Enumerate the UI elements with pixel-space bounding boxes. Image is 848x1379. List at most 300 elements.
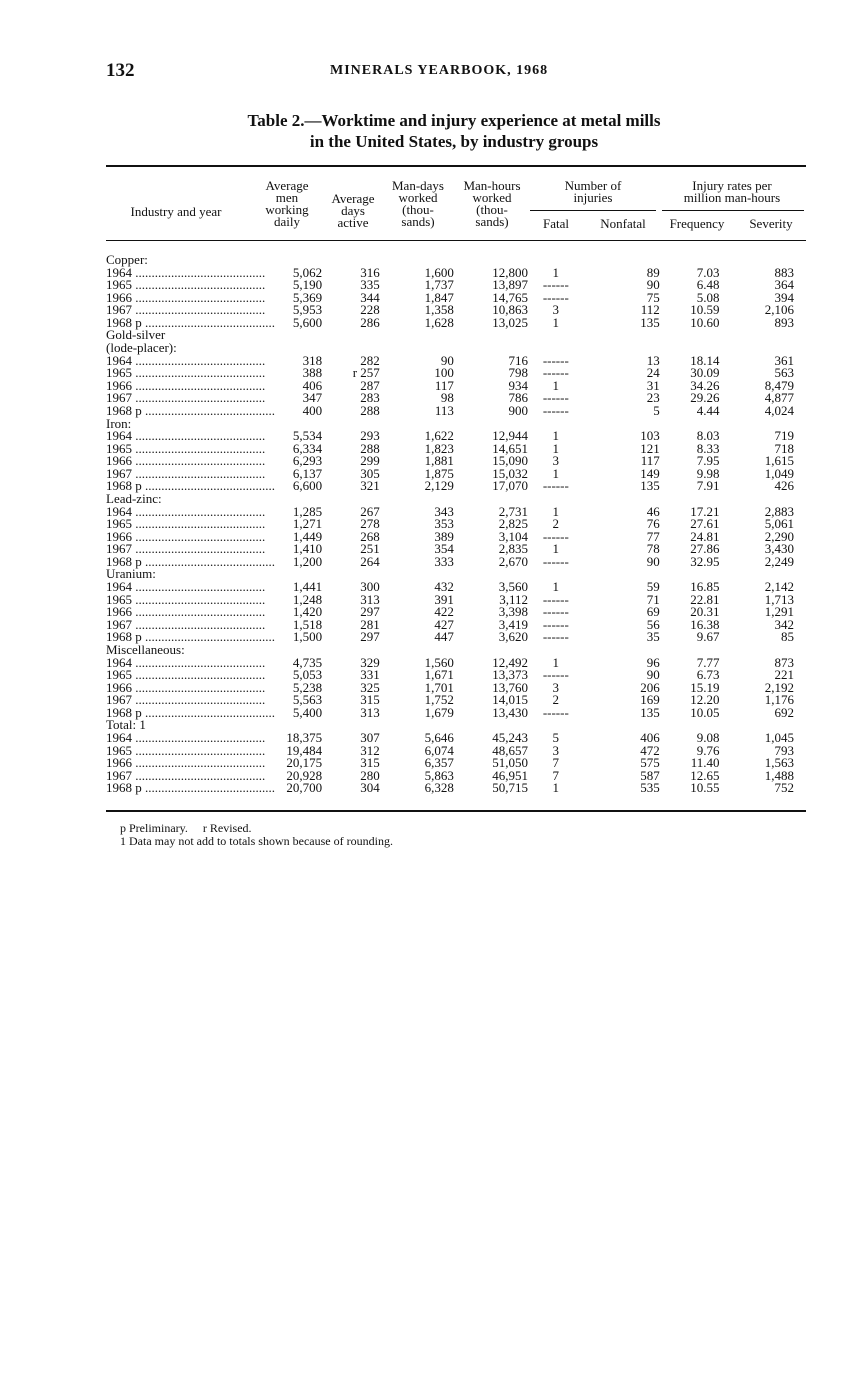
man-days-cell: 1,823 xyxy=(424,440,454,456)
row-label: 1967 ........................................ xyxy=(106,302,266,318)
header-man-days-line: worked xyxy=(398,190,438,205)
days-cell: 299 xyxy=(360,453,380,469)
row-label: 1966 ........................................ xyxy=(106,755,266,771)
days-cell: 313 xyxy=(360,591,380,607)
severity-cell: 793 xyxy=(774,742,794,758)
days-cell: 307 xyxy=(360,729,380,745)
men-cell: 1,500 xyxy=(292,629,323,645)
row-label: 1965 ........................................ xyxy=(106,742,266,758)
fatal-cell: ------ xyxy=(542,478,569,494)
men-cell: 1,271 xyxy=(292,516,323,532)
fatal-cell: 1 xyxy=(552,780,560,796)
days-cell: 344 xyxy=(360,289,380,305)
header-injuries-rule xyxy=(530,210,656,211)
men-cell: 5,190 xyxy=(292,277,323,293)
men-cell: 5,369 xyxy=(292,289,323,305)
fatal-cell: 1 xyxy=(552,541,560,557)
fatal-cell: ------ xyxy=(542,365,569,381)
frequency-cell: 30.09 xyxy=(690,365,720,381)
header-man-days-line: Man-days xyxy=(392,178,444,193)
man-hours-cell: 14,765 xyxy=(492,289,529,305)
frequency-cell: 8.03 xyxy=(696,428,720,444)
man-hours-cell: 46,951 xyxy=(492,767,529,783)
nonfatal-cell: 59 xyxy=(646,579,660,595)
men-cell: 6,293 xyxy=(292,453,323,469)
frequency-cell: 9.76 xyxy=(696,742,720,758)
nonfatal-cell: 121 xyxy=(640,440,660,456)
nonfatal-cell: 135 xyxy=(640,704,660,720)
days-cell: 280 xyxy=(360,767,380,783)
row-label: 1968 p ........................................ xyxy=(106,780,275,796)
man-days-cell: 5,863 xyxy=(424,767,454,783)
frequency-cell: 4.44 xyxy=(696,402,720,418)
man-days-cell: 90 xyxy=(440,352,454,368)
row-label: 1967 ........................................ xyxy=(106,692,266,708)
table-row xyxy=(106,329,806,342)
nonfatal-cell: 135 xyxy=(640,314,660,330)
men-cell: 1,285 xyxy=(292,503,323,519)
frequency-cell: 7.91 xyxy=(696,478,720,494)
men-cell: 1,248 xyxy=(292,591,323,607)
days-cell: 315 xyxy=(360,692,380,708)
nonfatal-cell: 13 xyxy=(646,352,660,368)
row-label: 1964 ........................................ xyxy=(106,579,266,595)
man-hours-cell: 17,070 xyxy=(492,478,529,494)
row-label: Total: 1 xyxy=(106,717,146,733)
fatal-cell: 1 xyxy=(552,440,560,456)
nonfatal-cell: 135 xyxy=(640,478,660,494)
row-label: Uranium: xyxy=(106,566,156,582)
men-cell: 1,410 xyxy=(292,541,323,557)
men-cell: 6,137 xyxy=(292,465,323,481)
fatal-cell: 1 xyxy=(552,654,560,670)
bottom-rule xyxy=(106,810,806,812)
severity-cell: 873 xyxy=(774,654,794,670)
men-cell: 5,062 xyxy=(292,264,323,280)
man-days-cell: 5,646 xyxy=(424,729,454,745)
man-hours-cell: 3,560 xyxy=(498,579,529,595)
row-label: 1967 ........................................ xyxy=(106,541,266,557)
frequency-cell: 7.03 xyxy=(696,264,720,280)
man-hours-cell: 900 xyxy=(508,402,529,418)
man-hours-cell: 12,492 xyxy=(492,654,529,670)
man-days-cell: 343 xyxy=(434,503,454,519)
row-label: 1966 ........................................ xyxy=(106,453,266,469)
header-men-line: daily xyxy=(274,214,300,229)
man-days-cell: 1,701 xyxy=(424,679,454,695)
man-hours-cell: 13,373 xyxy=(492,667,529,683)
header-frequency-label: Frequency xyxy=(669,216,725,231)
days-cell: 293 xyxy=(360,428,380,444)
man-days-cell: 353 xyxy=(434,516,454,532)
fatal-cell: ------ xyxy=(542,667,569,683)
nonfatal-cell: 96 xyxy=(646,654,660,670)
man-hours-cell: 45,243 xyxy=(492,729,529,745)
header-severity-label: Severity xyxy=(749,216,793,231)
severity-cell: 85 xyxy=(781,629,794,645)
days-cell: 331 xyxy=(360,667,380,683)
days-cell: 297 xyxy=(360,604,380,620)
men-cell: 5,238 xyxy=(292,679,323,695)
man-days-cell: 391 xyxy=(434,591,454,607)
man-hours-cell: 3,620 xyxy=(498,629,529,645)
man-days-cell: 427 xyxy=(434,616,454,632)
nonfatal-cell: 46 xyxy=(646,503,660,519)
severity-cell xyxy=(719,329,806,342)
man-days-cell: 6,328 xyxy=(424,780,454,796)
nonfatal-cell: 35 xyxy=(646,629,660,645)
fatal-cell: 3 xyxy=(552,302,560,318)
severity-cell: 1,615 xyxy=(764,453,794,469)
fatal-cell: ------ xyxy=(542,402,569,418)
header-men xyxy=(250,180,324,228)
header-man-hours-line: Man-hours xyxy=(463,178,521,193)
nonfatal-cell: 472 xyxy=(640,742,660,758)
days-cell: 283 xyxy=(360,390,380,406)
header-man-hours-line: (thou- xyxy=(476,202,508,217)
fatal-cell: 1 xyxy=(552,579,560,595)
page-number: 132 xyxy=(106,60,135,81)
nonfatal-cell: 89 xyxy=(646,264,660,280)
row-label: 1964 ........................................ xyxy=(106,729,266,745)
men-cell: 1,449 xyxy=(292,528,323,544)
fatal-cell: ------ xyxy=(542,390,569,406)
severity-cell: 426 xyxy=(774,478,794,494)
severity-cell: 342 xyxy=(774,616,794,632)
row-label: Iron: xyxy=(106,415,132,431)
nonfatal-cell: 5 xyxy=(653,402,660,418)
row-label: 1968 p ........................................ xyxy=(106,402,275,418)
table-row xyxy=(106,631,806,644)
severity-cell: 563 xyxy=(774,365,794,381)
severity-cell: 1,176 xyxy=(764,692,794,708)
fatal-cell: 3 xyxy=(552,742,560,758)
data-table xyxy=(106,254,806,795)
man-hours-cell: 13,760 xyxy=(492,679,529,695)
nonfatal-cell: 69 xyxy=(646,604,660,620)
man-hours-cell: 3,112 xyxy=(499,591,529,607)
days-cell: 335 xyxy=(360,277,380,293)
man-hours-cell: 48,657 xyxy=(492,742,529,758)
severity-cell: 394 xyxy=(774,289,794,305)
row-label: 1966 ........................................ xyxy=(106,289,266,305)
nonfatal-cell: 77 xyxy=(646,528,660,544)
days-cell: 288 xyxy=(360,402,380,418)
fatal-cell: 1 xyxy=(552,465,560,481)
footnote-line-1: p Preliminary. r Revised. xyxy=(120,821,252,835)
man-hours-cell: 15,032 xyxy=(492,465,529,481)
man-hours-cell: 786 xyxy=(508,390,529,406)
row-label: 1964 ........................................ xyxy=(106,428,266,444)
nonfatal-cell: 587 xyxy=(640,767,660,783)
table-row xyxy=(106,782,806,795)
men-cell: 20,175 xyxy=(286,755,323,771)
man-hours-cell: 15,090 xyxy=(492,453,529,469)
row-label: 1965 ........................................ xyxy=(106,516,266,532)
man-days-cell: 6,357 xyxy=(424,755,454,771)
severity-cell: 718 xyxy=(774,440,794,456)
frequency-cell: 6.73 xyxy=(696,667,720,683)
severity-cell: 5,061 xyxy=(764,516,794,532)
row-label: 1966 ........................................ xyxy=(106,679,266,695)
header-rates-rule xyxy=(662,210,804,211)
header-man-hours-line: worked xyxy=(472,190,512,205)
man-days-cell: 1,560 xyxy=(424,654,454,670)
severity-cell: 1,049 xyxy=(764,465,794,481)
man-days-cell: 1,628 xyxy=(424,314,454,330)
men-cell: 19,484 xyxy=(286,742,323,758)
man-hours-cell: 12,944 xyxy=(492,428,529,444)
days-cell: 325 xyxy=(360,679,380,695)
men-cell: 406 xyxy=(302,377,323,393)
frequency-cell: 27.61 xyxy=(690,516,720,532)
man-days-cell: 1,679 xyxy=(424,704,454,720)
severity-cell: 4,877 xyxy=(764,390,794,406)
row-label: Copper: xyxy=(106,252,148,267)
header-injuries-line: Number of xyxy=(564,178,622,193)
man-hours-cell: 3,104 xyxy=(498,528,529,544)
frequency-cell: 7.95 xyxy=(696,453,720,469)
table-row xyxy=(106,556,806,569)
nonfatal-cell: 149 xyxy=(640,465,660,481)
severity-cell: 2,883 xyxy=(764,503,794,519)
header-days xyxy=(322,193,384,229)
fatal-cell: ------ xyxy=(542,528,569,544)
men-cell: 5,053 xyxy=(292,667,323,683)
header-man-days xyxy=(382,180,454,228)
days-cell: 228 xyxy=(360,302,380,318)
men-cell: 347 xyxy=(302,390,323,406)
men-cell: 1,441 xyxy=(292,579,323,595)
days-cell: 329 xyxy=(360,654,380,670)
men-cell: 318 xyxy=(302,352,323,368)
days-cell: 286 xyxy=(360,314,380,330)
days-cell: 315 xyxy=(360,755,380,771)
man-days-cell: 100 xyxy=(434,365,454,381)
man-days-cell: 432 xyxy=(434,579,454,595)
frequency-cell: 22.81 xyxy=(690,591,720,607)
row-label: 1964 ........................................ xyxy=(106,264,266,280)
table-row xyxy=(106,405,806,418)
nonfatal-cell: 31 xyxy=(646,377,660,393)
man-hours-cell: 14,015 xyxy=(492,692,529,708)
header-days-line: days xyxy=(341,203,365,218)
men-cell: 5,953 xyxy=(292,302,323,318)
days-cell: 297 xyxy=(360,629,380,645)
man-days-cell: 389 xyxy=(434,528,454,544)
row-label: 1964 ........................................ xyxy=(106,503,266,519)
fatal-cell: 2 xyxy=(552,692,560,708)
frequency-cell: 16.38 xyxy=(690,616,720,632)
man-days-cell: 1,671 xyxy=(424,667,454,683)
frequency-cell: 8.33 xyxy=(696,440,720,456)
days-cell: 267 xyxy=(360,503,380,519)
men-cell: 5,600 xyxy=(292,314,323,330)
severity-cell: 883 xyxy=(774,264,794,280)
header-fatal xyxy=(528,218,584,230)
man-hours-cell: 2,670 xyxy=(498,553,529,569)
header-rates-line: million man-hours xyxy=(683,190,781,205)
header-rates-line: Injury rates per xyxy=(692,178,772,193)
days-cell: 304 xyxy=(360,780,380,796)
men-cell: 4,735 xyxy=(292,654,323,670)
frequency-cell: 34.26 xyxy=(690,377,720,393)
severity-cell: 1,713 xyxy=(764,591,794,607)
men-cell: 1,420 xyxy=(292,604,323,620)
frequency-cell: 20.31 xyxy=(690,604,720,620)
row-label: Miscellaneous: xyxy=(106,641,185,657)
nonfatal-cell: 75 xyxy=(646,289,660,305)
man-days-cell: 1,875 xyxy=(424,465,454,481)
man-hours-cell: 2,731 xyxy=(498,503,529,519)
frequency-cell: 10.05 xyxy=(690,704,720,720)
header-stub xyxy=(106,206,246,218)
table-title-line-2: in the United States, by industry groups xyxy=(309,132,599,151)
frequency-cell: 11.40 xyxy=(690,755,720,771)
nonfatal-cell: 103 xyxy=(640,428,660,444)
man-days-cell: 1,600 xyxy=(424,264,454,280)
footnote-line-2: 1 Data may not add to totals shown because of rounding. xyxy=(120,834,393,848)
days-cell: 264 xyxy=(360,553,380,569)
severity-cell: 1,045 xyxy=(764,729,794,745)
fatal-cell: 1 xyxy=(552,428,560,444)
fatal-cell: ------ xyxy=(542,704,569,720)
row-label: 1964 ........................................ xyxy=(106,352,266,368)
frequency-cell: 10.60 xyxy=(690,314,720,330)
row-label: 1968 p ........................................ xyxy=(106,704,275,720)
header-injuries-line: injuries xyxy=(573,190,613,205)
nonfatal-cell: 169 xyxy=(640,692,660,708)
frequency-cell: 9.98 xyxy=(696,465,720,481)
nonfatal-cell: 90 xyxy=(646,277,660,293)
fatal-cell: 3 xyxy=(552,679,560,695)
severity-cell: 2,106 xyxy=(764,302,794,318)
row-label: Lead-zinc: xyxy=(106,490,162,506)
man-days-cell xyxy=(380,329,454,342)
men-cell: 5,563 xyxy=(292,692,323,708)
nonfatal-cell: 117 xyxy=(640,453,660,469)
fatal-cell: ------ xyxy=(542,289,569,305)
man-days-cell: 333 xyxy=(434,553,454,569)
header-rule xyxy=(106,240,806,241)
man-days-cell: 1,847 xyxy=(424,289,454,305)
days-cell: 316 xyxy=(360,264,380,280)
fatal-cell: ------ xyxy=(542,616,569,632)
footnotes xyxy=(120,822,393,848)
days-cell: 313 xyxy=(360,704,380,720)
fatal-cell: ------ xyxy=(542,277,569,293)
man-hours-cell: 13,025 xyxy=(492,314,529,330)
days-cell: 288 xyxy=(360,440,380,456)
man-hours-cell: 51,050 xyxy=(492,755,529,771)
nonfatal-cell: 71 xyxy=(646,591,660,607)
days-cell: 287 xyxy=(360,377,380,393)
frequency-cell: 29.26 xyxy=(690,390,720,406)
nonfatal-cell: 206 xyxy=(640,679,660,695)
days-cell: 281 xyxy=(360,616,380,632)
row-label: 1965 ........................................ xyxy=(106,667,266,683)
men-cell: 18,375 xyxy=(286,729,323,745)
nonfatal-cell: 406 xyxy=(640,729,660,745)
header-man-days-line: (thou- xyxy=(402,202,434,217)
frequency-cell: 10.55 xyxy=(690,780,720,796)
severity-cell: 2,290 xyxy=(764,528,794,544)
nonfatal-cell: 76 xyxy=(646,516,660,532)
frequency-cell: 24.81 xyxy=(690,528,720,544)
severity-cell: 719 xyxy=(774,428,794,444)
men-cell: 20,928 xyxy=(286,767,323,783)
severity-cell: 1,563 xyxy=(764,755,794,771)
days-cell: 312 xyxy=(360,742,380,758)
severity-cell: 3,430 xyxy=(764,541,794,557)
nonfatal-cell: 535 xyxy=(640,780,660,796)
man-days-cell: 2,129 xyxy=(424,478,454,494)
severity-cell: 692 xyxy=(774,704,794,720)
frequency-cell: 17.21 xyxy=(690,503,720,519)
top-rule xyxy=(106,165,806,167)
man-hours-cell: 716 xyxy=(508,352,529,368)
fatal-cell: 1 xyxy=(552,377,560,393)
severity-cell: 221 xyxy=(774,667,794,683)
fatal-cell: 1 xyxy=(552,264,560,280)
header-man-days-line: sands) xyxy=(401,214,435,229)
man-days-cell: 422 xyxy=(434,604,454,620)
frequency-cell: 12.65 xyxy=(690,767,720,783)
days-cell: 251 xyxy=(360,541,380,557)
days-cell: r 257 xyxy=(352,365,380,381)
man-days-cell: 1,737 xyxy=(424,277,454,293)
fatal-cell: ------ xyxy=(542,604,569,620)
severity-cell: 2,249 xyxy=(764,553,794,569)
frequency-cell: 10.59 xyxy=(690,302,720,318)
fatal-cell: 3 xyxy=(552,453,560,469)
row-label: 1966 ........................................ xyxy=(106,377,266,393)
frequency-cell: 9.67 xyxy=(696,629,720,645)
fatal-cell: ------ xyxy=(542,352,569,368)
fatal-cell xyxy=(528,329,584,342)
row-label: Gold-silver xyxy=(106,327,166,343)
fatal-cell: 7 xyxy=(552,767,560,783)
man-hours-cell: 934 xyxy=(508,377,529,393)
severity-cell: 2,192 xyxy=(764,679,794,695)
row-label: 1968 p ........................................ xyxy=(106,478,275,494)
table-title-line-1: Table 2.—Worktime and injury experience at metal mills xyxy=(247,111,661,130)
row-label: 1968 p ........................................ xyxy=(106,553,275,569)
fatal-cell: ------ xyxy=(542,629,569,645)
header-days-line: Average xyxy=(331,191,375,206)
header-frequency xyxy=(658,218,736,230)
man-hours-cell: 3,398 xyxy=(498,604,529,620)
frequency-cell: 5.08 xyxy=(696,289,720,305)
men-cell: 1,200 xyxy=(292,553,323,569)
nonfatal-cell: 90 xyxy=(646,553,660,569)
row-label: (lode-placer): xyxy=(106,340,177,356)
man-hours-cell: 798 xyxy=(508,365,529,381)
fatal-cell: 2 xyxy=(552,516,560,532)
man-hours-cell: 10,863 xyxy=(492,302,529,318)
man-hours-cell: 14,651 xyxy=(492,440,529,456)
header-nonfatal-label: Nonfatal xyxy=(600,216,646,231)
frequency-cell: 16.85 xyxy=(690,579,720,595)
frequency-cell: 18.14 xyxy=(690,352,720,368)
header-injuries xyxy=(528,180,658,204)
header-man-hours xyxy=(454,180,530,228)
header-severity xyxy=(736,218,806,230)
row-label: 1967 ........................................ xyxy=(106,390,266,406)
man-hours-cell: 2,825 xyxy=(498,516,529,532)
row-label: 1966 ........................................ xyxy=(106,528,266,544)
severity-cell: 4,024 xyxy=(764,402,794,418)
